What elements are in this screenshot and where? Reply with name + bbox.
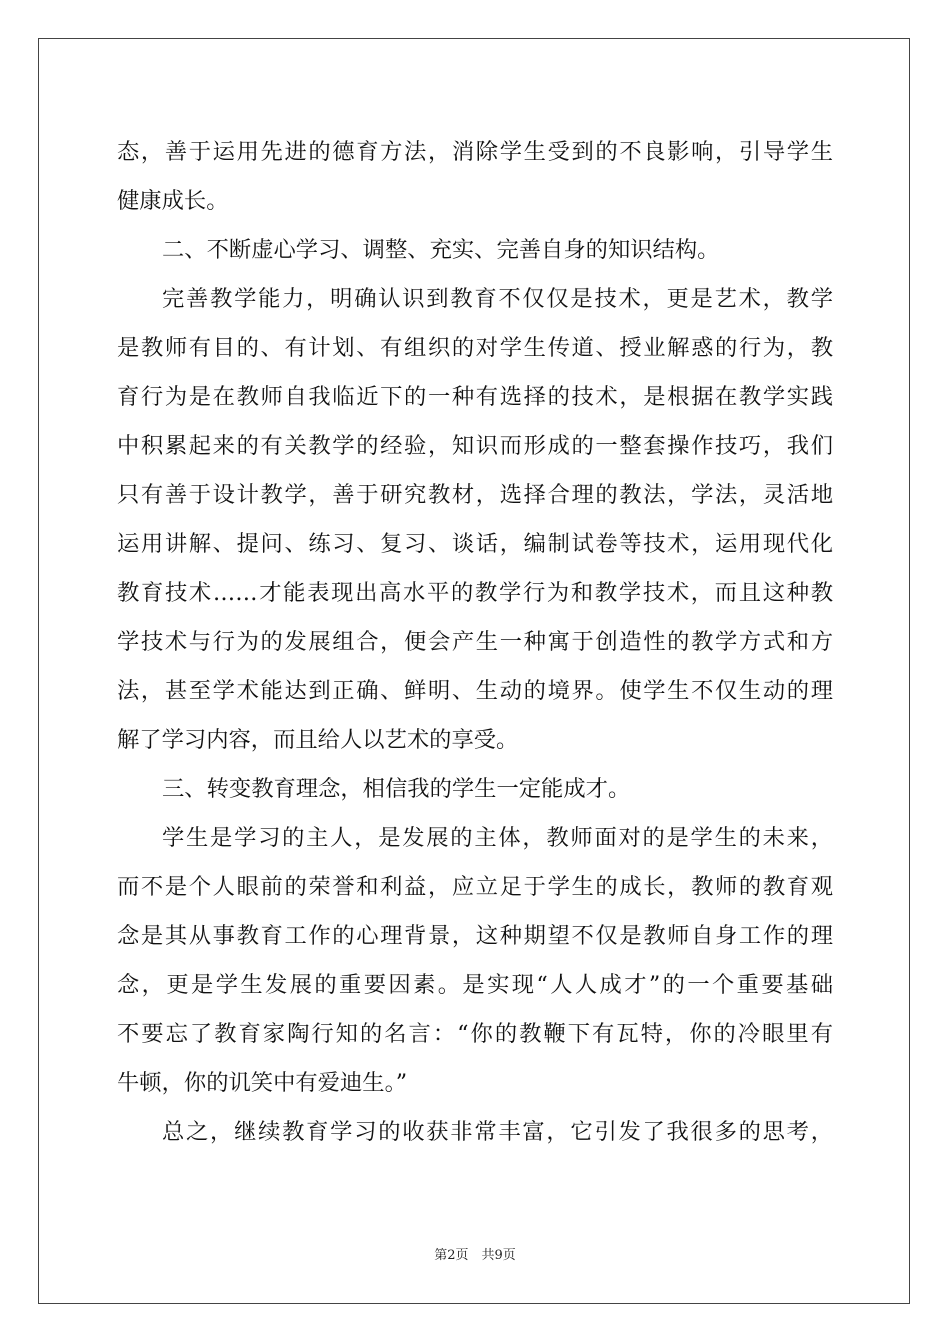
text-line: 是教师有目的、有计划、有组织的对学生传道、授业解惑的行为，教	[117, 335, 833, 361]
text-line: 解了学习内容，而且给人以艺术的享受。	[117, 727, 519, 753]
document-body	[117, 128, 833, 1157]
text-line: 念是其从事教育工作的心理背景，这种期望不仅是教师自身工作的理	[117, 923, 833, 949]
text-line: 不要忘了教育家陶行知的名言：“你的教鞭下有瓦特，你的冷眼里有	[117, 1021, 833, 1047]
text-line: 只有善于设计教学，善于研究教材，选择合理的教法，学法，灵活地	[117, 482, 833, 508]
text-line: 教育技术……才能表现出高水平的教学行为和教学技术，而且这种教	[117, 580, 833, 606]
page-number-footer: 第2页 共9页	[434, 1248, 516, 1263]
text-line: 完善教学能力，明确认识到教育不仅仅是技术，更是艺术，教学	[162, 286, 833, 312]
text-line: 二、不断虚心学习、调整、充实、完善自身的知识结构。	[162, 237, 720, 263]
text-line: 态，善于运用先进的德育方法，消除学生受到的不良影响，引导学生	[117, 139, 833, 165]
text-line: 育行为是在教师自我临近下的一种有选择的技术，是根据在教学实践	[117, 384, 833, 410]
text-line: 总之，继续教育学习的收获非常丰富，它引发了我很多的思考，	[162, 1119, 833, 1145]
text-line: 健康成长。	[117, 188, 229, 214]
text-line: 中积累起来的有关教学的经验，知识而形成的一整套操作技巧，我们	[117, 433, 833, 459]
text-line: 三、转变教育理念，相信我的学生一定能成才。	[162, 776, 631, 802]
text-line: 念，更是学生发展的重要因素。是实现“人人成才”的一个重要基础	[117, 972, 833, 998]
text-line: 运用讲解、提问、练习、复习、谈话，编制试卷等技术，运用现代化	[117, 531, 833, 557]
text-line: 学生是学习的主人，是发展的主体，教师面对的是学生的未来，	[162, 825, 833, 851]
text-line: 牛顿，你的讥笑中有爱迪生。”	[117, 1070, 408, 1096]
text-line: 法，甚至学术能达到正确、鲜明、生动的境界。使学生不仅生动的理	[117, 678, 833, 704]
text-line: 学技术与行为的发展组合，便会产生一种寓于创造性的教学方式和方	[117, 629, 833, 655]
text-line: 而不是个人眼前的荣誉和利益，应立足于学生的成长，教师的教育观	[117, 874, 833, 900]
